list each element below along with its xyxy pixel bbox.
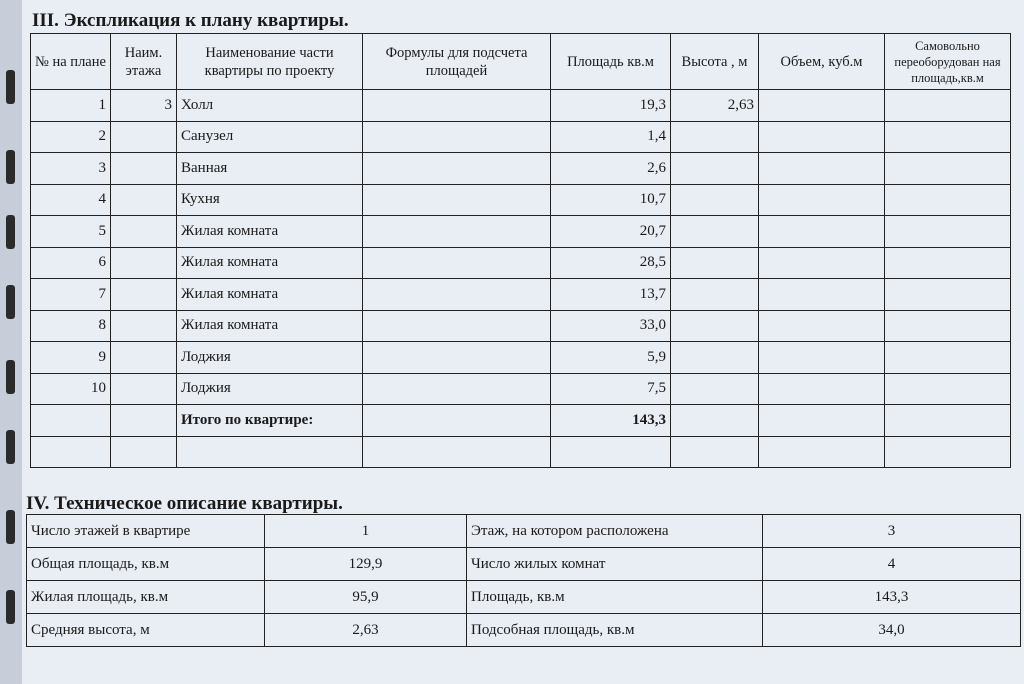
row-rebuilt <box>885 90 1011 122</box>
col-volume-header: Объем, куб.м <box>759 34 885 90</box>
row-name: Жилая комната <box>177 310 363 342</box>
row-volume <box>759 121 885 153</box>
row-formula <box>363 90 551 122</box>
table-row <box>31 279 1011 311</box>
binder-ring <box>6 590 15 624</box>
row-volume <box>759 342 885 374</box>
binder-ring <box>6 285 15 319</box>
empty-cell <box>885 436 1011 468</box>
row-volume <box>759 216 885 248</box>
row-rebuilt <box>885 121 1011 153</box>
row-name: Санузел <box>177 121 363 153</box>
left-value: 2,63 <box>265 614 467 647</box>
table-row <box>31 247 1011 279</box>
row-num: 10 <box>31 373 111 405</box>
technical-description-table <box>26 514 1021 647</box>
left-label: Средняя высота, м <box>27 614 265 647</box>
row-floor <box>111 247 177 279</box>
empty-cell <box>363 436 551 468</box>
row-volume <box>759 373 885 405</box>
row-num: 2 <box>31 121 111 153</box>
row-area: 10,7 <box>551 184 671 216</box>
col-floor-header: Наим. этажа <box>111 34 177 90</box>
empty-cell <box>363 405 551 437</box>
right-value: 3 <box>763 515 1021 548</box>
empty-cell <box>671 405 759 437</box>
row-volume <box>759 90 885 122</box>
binder-ring <box>6 430 15 464</box>
row-floor <box>111 373 177 405</box>
empty-cell <box>551 436 671 468</box>
table-row <box>27 515 1021 548</box>
row-rebuilt <box>885 342 1011 374</box>
row-formula <box>363 216 551 248</box>
row-area: 1,4 <box>551 121 671 153</box>
row-formula <box>363 121 551 153</box>
right-label: Подсобная площадь, кв.м <box>467 614 763 647</box>
empty-cell <box>671 436 759 468</box>
row-area: 28,5 <box>551 247 671 279</box>
table-row <box>31 184 1011 216</box>
row-formula <box>363 373 551 405</box>
row-height <box>671 153 759 185</box>
row-num: 1 <box>31 90 111 122</box>
col-height-header: Высота , м <box>671 34 759 90</box>
row-height <box>671 310 759 342</box>
table-row <box>27 614 1021 647</box>
total-label: Итого по квартире: <box>177 405 363 437</box>
row-floor <box>111 342 177 374</box>
empty-row <box>31 436 1011 468</box>
empty-cell <box>111 436 177 468</box>
left-value: 95,9 <box>265 581 467 614</box>
row-num: 7 <box>31 279 111 311</box>
row-name: Лоджия <box>177 373 363 405</box>
row-name: Жилая комната <box>177 216 363 248</box>
table-header-row <box>31 34 1011 90</box>
binder-ring <box>6 215 15 249</box>
row-floor <box>111 216 177 248</box>
left-label: Жилая площадь, кв.м <box>27 581 265 614</box>
row-area: 19,3 <box>551 90 671 122</box>
binder-ring <box>6 510 15 544</box>
binder-ring <box>6 150 15 184</box>
total-row <box>31 405 1011 437</box>
row-num: 9 <box>31 342 111 374</box>
col-part-header: Наименование части квартиры по проекту <box>177 34 363 90</box>
row-area: 13,7 <box>551 279 671 311</box>
right-value: 34,0 <box>763 614 1021 647</box>
empty-cell <box>31 436 111 468</box>
table-row <box>31 153 1011 185</box>
explication-table <box>30 33 1011 468</box>
row-floor <box>111 310 177 342</box>
table-row <box>31 90 1011 122</box>
row-name: Холл <box>177 90 363 122</box>
row-rebuilt <box>885 279 1011 311</box>
row-num: 3 <box>31 153 111 185</box>
row-volume <box>759 184 885 216</box>
left-value: 129,9 <box>265 548 467 581</box>
row-name: Ванная <box>177 153 363 185</box>
row-area: 20,7 <box>551 216 671 248</box>
col-num-header: № на плане <box>31 34 111 90</box>
right-value: 143,3 <box>763 581 1021 614</box>
document-sheet <box>22 0 1024 684</box>
empty-cell <box>885 405 1011 437</box>
row-name: Кухня <box>177 184 363 216</box>
row-formula <box>363 153 551 185</box>
empty-cell <box>759 405 885 437</box>
right-value: 4 <box>763 548 1021 581</box>
table-row <box>27 548 1021 581</box>
row-volume <box>759 310 885 342</box>
row-height: 2,63 <box>671 90 759 122</box>
row-height <box>671 342 759 374</box>
row-floor <box>111 121 177 153</box>
col-formula-header: Формулы для подсчета площадей <box>363 34 551 90</box>
table-row <box>31 373 1011 405</box>
row-name: Жилая комната <box>177 279 363 311</box>
right-label: Число жилых комнат <box>467 548 763 581</box>
left-value: 1 <box>265 515 467 548</box>
row-formula <box>363 279 551 311</box>
row-rebuilt <box>885 184 1011 216</box>
row-rebuilt <box>885 247 1011 279</box>
empty-cell <box>111 405 177 437</box>
row-floor: 3 <box>111 90 177 122</box>
table-row <box>31 216 1011 248</box>
row-rebuilt <box>885 216 1011 248</box>
row-volume <box>759 153 885 185</box>
empty-cell <box>759 436 885 468</box>
total-area: 143,3 <box>551 405 671 437</box>
row-num: 6 <box>31 247 111 279</box>
row-height <box>671 216 759 248</box>
row-num: 8 <box>31 310 111 342</box>
row-height <box>671 121 759 153</box>
section3-title: III. Экспликация к плану квартиры. <box>32 10 349 31</box>
row-num: 4 <box>31 184 111 216</box>
col-rebuilt-header: Самовольно переоборудован ная площадь,кв.м <box>885 34 1011 90</box>
row-rebuilt <box>885 153 1011 185</box>
table-row <box>31 121 1011 153</box>
row-floor <box>111 279 177 311</box>
left-label: Общая площадь, кв.м <box>27 548 265 581</box>
row-floor <box>111 153 177 185</box>
row-formula <box>363 342 551 374</box>
row-height <box>671 279 759 311</box>
row-height <box>671 184 759 216</box>
empty-cell <box>31 405 111 437</box>
right-label: Площадь, кв.м <box>467 581 763 614</box>
row-area: 7,5 <box>551 373 671 405</box>
row-formula <box>363 247 551 279</box>
table-row <box>31 310 1011 342</box>
row-floor <box>111 184 177 216</box>
row-name: Жилая комната <box>177 247 363 279</box>
table-row <box>31 342 1011 374</box>
row-num: 5 <box>31 216 111 248</box>
row-formula <box>363 184 551 216</box>
row-height <box>671 373 759 405</box>
row-volume <box>759 279 885 311</box>
empty-cell <box>177 436 363 468</box>
row-formula <box>363 310 551 342</box>
binder-ring <box>6 70 15 104</box>
row-name: Лоджия <box>177 342 363 374</box>
col-area-header: Площадь кв.м <box>551 34 671 90</box>
row-rebuilt <box>885 373 1011 405</box>
row-area: 2,6 <box>551 153 671 185</box>
row-area: 33,0 <box>551 310 671 342</box>
row-height <box>671 247 759 279</box>
row-area: 5,9 <box>551 342 671 374</box>
table-row <box>27 581 1021 614</box>
binder-ring <box>6 360 15 394</box>
row-rebuilt <box>885 310 1011 342</box>
section4-title: IV. Техническое описание квартиры. <box>26 493 343 514</box>
left-label: Число этажей в квартире <box>27 515 265 548</box>
row-volume <box>759 247 885 279</box>
right-label: Этаж, на котором расположена <box>467 515 763 548</box>
